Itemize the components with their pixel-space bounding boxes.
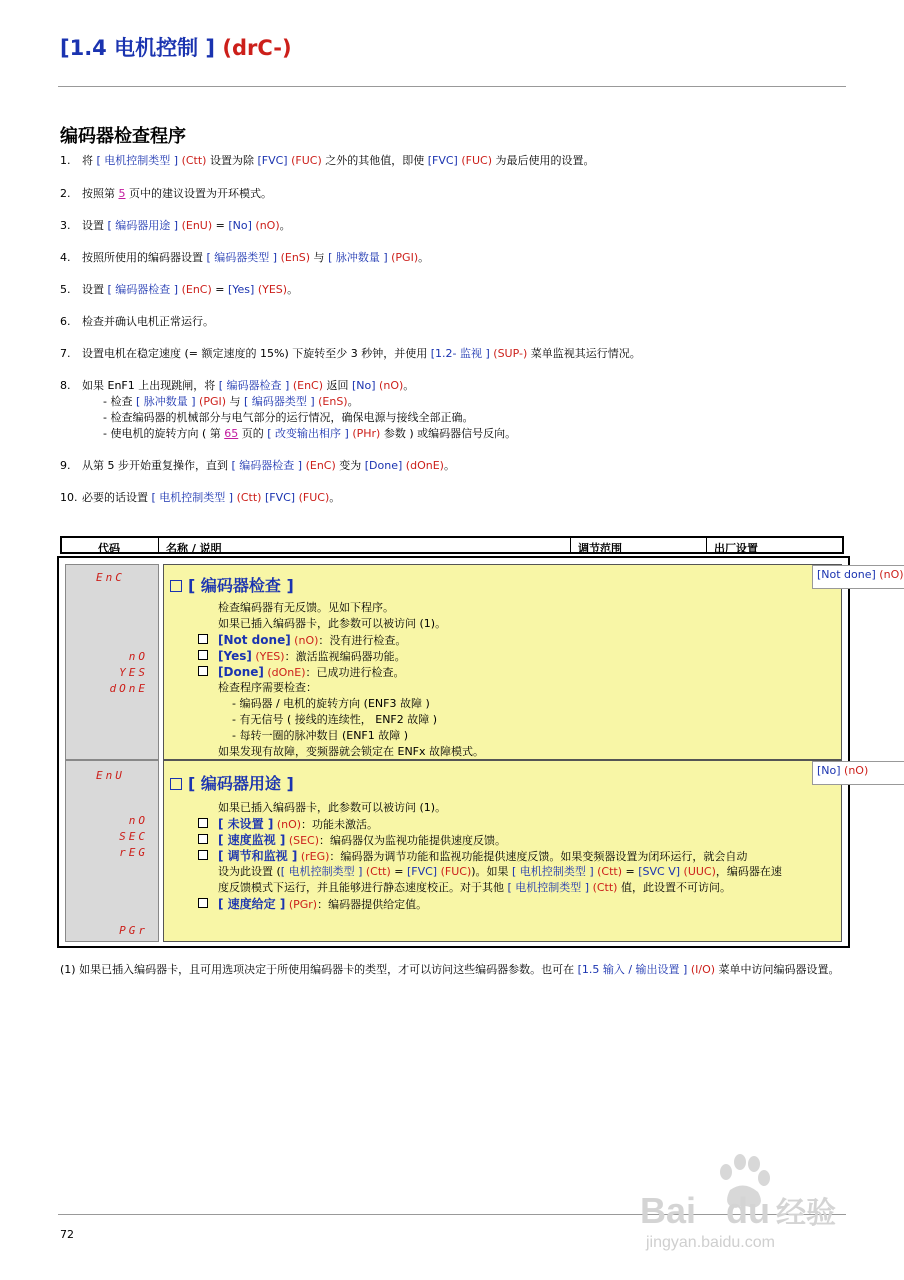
option-speed-reference: [ 速度给定 ] (PGr)：编码器提供给定值。 <box>198 896 427 913</box>
square-bullet-icon <box>198 666 208 676</box>
title-code: (drC-) <box>222 36 292 60</box>
step-6: 6. 检查并确认电机正常运行。 <box>60 315 214 328</box>
enc-outro-4: - 每转一圈的脉冲数目 (ENF1 故障 ) <box>232 729 409 742</box>
enc-outro-5: 如果发现有故障，变频器就会锁定在 ENFx 故障模式。 <box>218 745 485 758</box>
option-regulation-monitor: [ 调节和监视 ] (rEG)：编码器为调节功能和监视功能提供速度反馈。如果变频器设置为闭环运行，就会自动 <box>198 848 747 865</box>
step-7: 7. 设置电机在稳定速度 (= 额定速度的 15%) 下旋转至少 3 秒钟，并使用 [1.2- 监视 ] (SUP-) 菜单监视其运行情况。 <box>60 347 641 360</box>
step-1: 1. 将 [ 电机控制类型 ] (Ctt) 设置为除 [FVC] (FUC) 之外的其他值，即使 [FVC] (FUC) 为最后使用的设置。 <box>60 154 595 167</box>
watermark-brand: Bai <box>640 1190 697 1231</box>
option-code-sec: SEC <box>119 830 148 843</box>
option-code-reg: rEG <box>119 846 148 859</box>
option-not-done: [Not done] (nO)：没有进行检查。 <box>198 632 406 649</box>
enc-outro-1: 检查程序需要检查： <box>218 681 317 694</box>
param-title-enc: [ 编码器检查 ] <box>170 573 294 596</box>
watermark-brand-2: du <box>726 1190 771 1231</box>
square-bullet-icon <box>198 834 208 844</box>
enu-intro-1: 如果已插入编码器卡，此参数可以被访问 (1)。 <box>218 801 447 814</box>
option-code-yes: YES <box>119 666 148 679</box>
baidu-watermark <box>640 1150 850 1268</box>
section-heading: 编码器检查程序 <box>60 126 186 147</box>
step-2: 2. 按照第 5 页中的建议设置为开环模式。 <box>60 187 272 200</box>
header-code: 代码 <box>98 542 120 555</box>
param-title-enu: [ 编码器用途 ] <box>170 771 294 794</box>
page-number: 72 <box>60 1228 74 1241</box>
step-8: 8. 如果 EnF1 上出现跳闸，将 [ 编码器检查 ] (EnC) 返回 [No] (nO)。 <box>60 379 415 392</box>
footnote: (1) 如果已插入编码器卡，且可用选项决定于所使用编码器卡的类型，才可以访问这些编码器参数。也可在 [1.5 输入 / 输出设置 ] (I/O) 菜单中访问编码器设置。 <box>60 963 840 976</box>
option-code-pgr: PGr <box>119 924 148 937</box>
title-prefix: [1.4 电机控制 ] <box>60 36 216 60</box>
checkbox-icon <box>170 580 182 592</box>
step-8-sub-1: - 检查 [ 脉冲数量 ] (PGI) 与 [ 编码器类型 ] (EnS)。 <box>103 395 359 408</box>
step-3: 3. 设置 [ 编码器用途 ] (EnU) = [No] (nO)。 <box>60 219 291 232</box>
factory-setting-enc: [Not done] (nO) <box>812 565 904 589</box>
watermark-url: jingyan.baidu.com <box>646 1234 775 1251</box>
page-title <box>60 32 292 62</box>
page-link-65[interactable]: 65 <box>224 427 239 440</box>
enc-intro-1: 检查编码器有无反馈。见如下程序。 <box>218 601 394 614</box>
option-speed-monitor: [ 速度监视 ] (SEC)：编码器仅为监视功能提供速度反馈。 <box>198 832 506 849</box>
parameter-table <box>57 556 904 948</box>
watermark-label: 经验 <box>776 1197 837 1230</box>
code-cell-enc <box>65 564 159 760</box>
step-10: 10. 必要的话设置 [ 电机控制类型 ] (Ctt) [FVC] (FUC)。 <box>60 491 341 504</box>
title-divider <box>58 86 846 87</box>
checkbox-icon <box>170 778 182 790</box>
option-code-done: dOnE <box>109 682 148 695</box>
reg-continuation-2: 度反馈模式下运行，并且能够进行静态速度校正。对于其他 [ 电机控制类型 ] (Ctt) 值，此设置不可访问。 <box>218 881 731 894</box>
square-bullet-icon <box>198 634 208 644</box>
step-4: 4. 按照所使用的编码器设置 [ 编码器类型 ] (EnS) 与 [ 脉冲数量 ] (PGI)。 <box>60 251 430 264</box>
step-8-sub-3: - 使电机的旋转方向 ( 第 65 页的 [ 改变输出相序 ] (PHr) 参数 ) 或编码器信号反向。 <box>103 427 517 440</box>
option-not-set: [ 未设置 ] (nO)：功能未激活。 <box>198 816 378 833</box>
code-cell-enu <box>65 760 159 942</box>
step-9: 9. 从第 5 步开始重复操作，直到 [ 编码器检查 ] (EnC) 变为 [Done] (dOnE)。 <box>60 459 455 472</box>
table-header <box>60 536 844 554</box>
header-factory: 出厂设置 <box>714 542 758 555</box>
param-code-enu: EnU <box>96 769 125 782</box>
square-bullet-icon <box>198 650 208 660</box>
option-yes: [Yes] (YES)：激活监视编码器功能。 <box>198 648 406 665</box>
enc-outro-2: - 编码器 / 电机的旋转方向 (ENF3 故障 ) <box>232 697 430 710</box>
option-done: [Done] (dOnE)：已成功进行检查。 <box>198 664 405 681</box>
header-range: 调节范围 <box>578 542 622 555</box>
enc-outro-3: - 有无信号 ( 接线的连续性， ENF2 故障 ) <box>232 713 438 726</box>
factory-setting-enu: [No] (nO) <box>812 761 904 785</box>
desc-cell-enu <box>163 760 869 942</box>
reg-continuation-1: 设为此设置 ([ 电机控制类型 ] (Ctt) = [FVC] (FUC))。如果 [ 电机控制类型 ] (Ctt) = [SVC V] (UUC)，编码器在速 <box>218 865 782 878</box>
square-bullet-icon <box>198 898 208 908</box>
desc-cell-enc <box>163 564 904 760</box>
step-5: 5. 设置 [ 编码器检查 ] (EnC) = [Yes] (YES)。 <box>60 283 299 296</box>
square-bullet-icon <box>198 850 208 860</box>
option-code-no-2: nO <box>128 814 148 827</box>
param-code-enc: EnC <box>96 571 125 584</box>
header-name: 名称 / 说明 <box>166 542 222 555</box>
page-link-5[interactable]: 5 <box>118 187 126 200</box>
option-code-no: nO <box>128 650 148 663</box>
step-8-sub-2: - 检查编码器的机械部分与电气部分的运行情况，确保电源与接线全部正确。 <box>103 411 474 424</box>
square-bullet-icon <box>198 818 208 828</box>
enc-intro-2: 如果已插入编码器卡，此参数可以被访问 (1)。 <box>218 617 447 630</box>
